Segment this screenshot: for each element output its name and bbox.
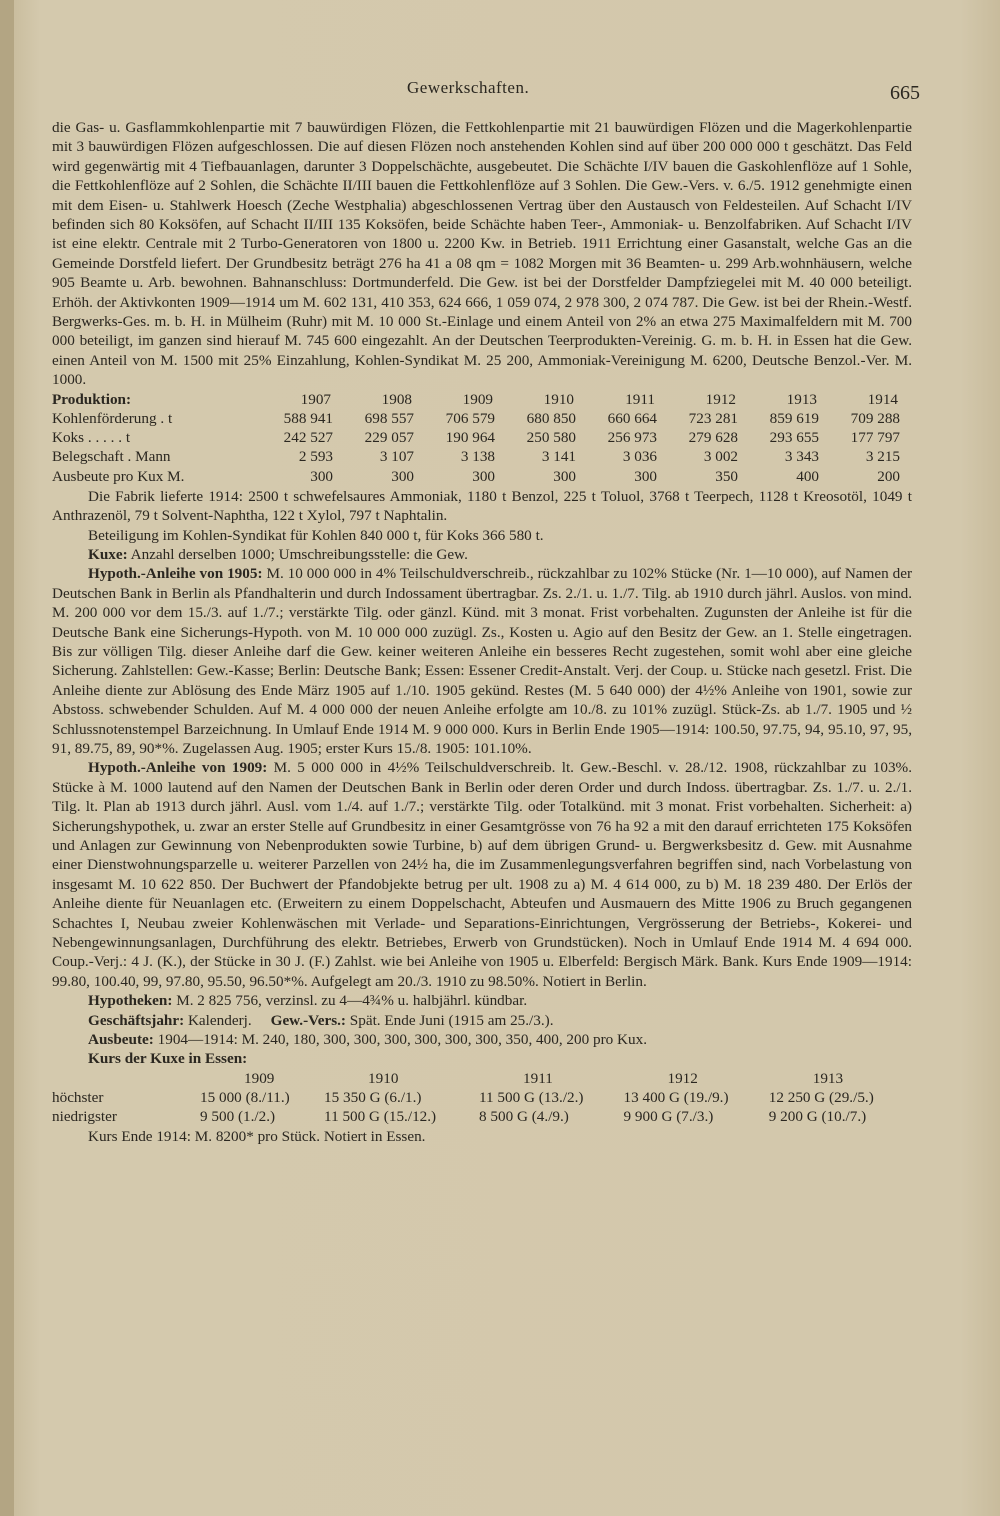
year-cell: 1908 xyxy=(381,390,412,408)
running-title: Gewerkschaften. xyxy=(407,78,530,97)
value-cell: 706 579 xyxy=(445,409,495,427)
value-cell: 2 593 xyxy=(298,448,333,466)
row-label: Koks . . . . . t xyxy=(52,429,131,447)
hypotheken-paragraph xyxy=(52,991,912,1010)
value-cell: 698 557 xyxy=(364,409,414,427)
year-cell: 1910 xyxy=(368,1069,399,1087)
value-cell: 8 500 G (4./9.) xyxy=(479,1108,569,1126)
year-cell: 1909 xyxy=(244,1069,275,1087)
value-cell: 200 xyxy=(877,467,900,485)
year-cell: 1913 xyxy=(812,1069,844,1087)
production-header-row xyxy=(52,390,914,409)
value-cell: 300 xyxy=(310,467,333,485)
value-cell: 3 141 xyxy=(541,448,576,466)
production-label: Produktion: xyxy=(52,390,132,408)
value-cell: 11 500 G (15./12.) xyxy=(324,1108,437,1126)
value-cell: 279 628 xyxy=(688,429,738,447)
value-cell: 9 200 G (10./7.) xyxy=(768,1108,867,1126)
value-cell: 9 500 (1./2.) xyxy=(200,1108,276,1126)
value-cell: 242 527 xyxy=(283,429,333,447)
table-row xyxy=(52,467,914,486)
kurs-end-paragraph: Kurs Ende 1914: M. 8200* pro Stück. Notiert in Essen. xyxy=(88,1127,426,1145)
value-cell: 300 xyxy=(553,467,576,485)
value-cell: 3 036 xyxy=(622,448,657,466)
year-cell: 1907 xyxy=(300,390,331,408)
row-label: niedrigster xyxy=(52,1108,117,1126)
production-table xyxy=(52,390,914,486)
page-header xyxy=(52,72,920,118)
value-cell: 293 655 xyxy=(769,429,819,447)
anleihe-1909-label: Hypoth.-Anleihe von 1909: xyxy=(88,759,268,777)
hypotheken-text: M. 2 825 756, verzinsl. zu 4—4¾% u. halbjährl. kündbar. xyxy=(172,992,528,1010)
geschaeftsjahr-label: Geschäftsjahr: xyxy=(88,1011,185,1029)
anleihe-1909-paragraph xyxy=(52,758,912,991)
anleihe-1905-text: M. 10 000 000 in 4% Teilschuldverschreib., rückzahlbar zu 102% Stücke (Nr. 1—10 000), auf Namen der Deutschen Bank in Berlin als Pfandhalterin und durch Indossament übertragbar. Zs. 2./1. u. 1./7. Tilg. ab 1910 durch jährl. Auslos. von mind. M. 200 000 vor dem 15./3. auf 1./7.; verstärkte Tilg. oder gänzl. Künd. mit 3 monat. Frist vorbehalten. Zugunsten der Anleihe ist für die Deutsche Bank eine Sicherungs-Hypoth. von M. 10 000 000 zuzügl. Zs., Kosten u. Agio auf den Besitz der Gew. an 1. Stelle eingetragen. Bis zur völligen Tilg. dieser Anleihe darf die Gew. keiner weiteren Anleihe ein besseres Recht zugestehen, somit wohl aber eine gleiche Sicherung. Zahlstellen: Gew.-Kasse; Berlin: Deutsche Bank; Essen: Essener Credit-Anstalt. Verj. der Coup. u. Stücke nach gesetzl. Frist. Die Anleihe diente zur Ablösung des Ende März 1905 auf 1./10. 1905 gekünd. Restes (M. 5 640 000) der 4½% Anleihe von 1901, sowie zur Abstoss. schwebender Schulden. Auf M. 4 000 000 der neuen Anleihe erfolgte am 10./8. zu 101% zuzügl. Stück-Zs. ab 1./7. 1905 und ½ Schlussnotenstempel Barzeichnung. In Umlauf Ende 1914 M. 9 000 000. Kurs in Berlin Ende 1905—1914: 100.50, 97.75, 94, 95.10, 97, 95, 91, 89.75, 89, 90*%. Zugelassen Aug. 1905; erster Kurs 15./8. 1905: 101.10%. xyxy=(52,565,913,757)
ausbeute-paragraph xyxy=(52,1030,912,1049)
table-row xyxy=(52,1107,914,1126)
kuxe-paragraph xyxy=(52,545,912,564)
value-cell: 300 xyxy=(472,467,495,485)
year-cell: 1912 xyxy=(705,390,736,408)
value-cell: 859 619 xyxy=(769,409,819,427)
gew-vers-label: Gew.-Vers.: xyxy=(270,1011,346,1029)
table-row xyxy=(52,1088,914,1107)
table-row xyxy=(52,428,914,447)
row-label: Belegschaft . Mann xyxy=(52,448,171,466)
value-cell: 300 xyxy=(391,467,414,485)
value-cell: 250 580 xyxy=(526,429,576,447)
row-label: Kohlenförderung . t xyxy=(52,409,173,427)
value-cell: 9 900 G (7./3.) xyxy=(623,1108,714,1126)
geschaeftsjahr-text: Kalenderj. xyxy=(184,1011,252,1029)
row-label: Ausbeute pro Kux M. xyxy=(52,467,185,485)
value-cell: 723 281 xyxy=(688,409,738,427)
value-cell: 12 250 G (29./5.) xyxy=(768,1089,874,1107)
kurs-corner-cell xyxy=(52,1069,200,1088)
page-number: 665 xyxy=(890,82,920,104)
value-cell: 11 500 G (13./2.) xyxy=(479,1089,584,1107)
table-row xyxy=(52,447,914,466)
value-cell: 3 107 xyxy=(379,448,414,466)
ausbeute-text: 1904—1914: M. 240, 180, 300, 300, 300, 300, 300, 300, 350, 400, 200 pro Kux. xyxy=(153,1031,647,1049)
value-cell: 709 288 xyxy=(850,409,900,427)
ausbeute-label: Ausbeute: xyxy=(88,1031,154,1049)
value-cell: 400 xyxy=(796,467,819,485)
intro-paragraph: die Gas- u. Gasflammkohlenpartie mit 7 bauwürdigen Flözen, die Fettkohlenpartie mit 21 bauwürdigen Flözen und die Magerkohlenpartie mit 3 bauwürdigen Flözen aufgeschlossen. Die auf diesen Flözen noch anstehenden Kohlen sind auf über 200 000 000 t geschätzt. Das Feld wird gegenwärtig mit 4 Tiefbauanlagen, darunter 3 Doppelschächte, ausgebeutet. Die Schächte I/IV bauen die Gaskohlenflöze auf 1 Sohle, die Fettkohlenflöze auf 2 Sohlen, die Schächte II/III bauen die Fettkohlenflöze auf 3 Sohlen. Die Gew.-Vers. v. 6./5. 1912 genehmigte einen mit dem Eisen- u. Stahlwerk Hoesch (Zeche Westphalia) abgeschlossenen Vertrag über den Austausch von Feldesteilen. Auf Schacht I/IV befinden sich 80 Koksöfen, auf Schacht II/III 135 Koksöfen, beide Schächte haben Teer-, Ammoniak- u. Benzolfabriken. Auf Schacht I/IV ist eine elektr. Centrale mit 2 Turbo-Generatoren von 1800 u. 2200 Kw. in Betrieb. 1911 Errichtung einer Gasanstalt, welche Gas an die Gemeinde Dorstfeld liefert. Der Grundbesitz beträgt 276 ha 41 a 08 qm = 1082 Morgen mit 36 Beamten- u. 299 Arb.wohnhäusern, welche 905 Beamte u. Arb. bewohnen. Bahnanschluss: Dortmunderfeld. Die Gew. ist bei der Dorstfelder Dampfziegelei mit M. 40 000 beteiligt. Erhöh. der Aktivkonten 1909—1914 um M. 602 131, 410 353, 624 666, 1 059 074, 2 978 300, 2 074 787. Die Gew. ist bei der Rhein.-Westf. Bergwerks-Ges. m. b. H. in Mülheim (Ruhr) mit M. 10 000 St.-Einlage und einem Anteil von 2% an etwa 275 Maximalfeldern mit M. 700 000 beteiligt, im ganzen sind hierauf M. 745 600 eingezahlt. An der Deutschen Teerprodukten-Vereinig. G. m. b. H. in Essen hat die Gew. einen Anteil von M. 1500 mit 25% Einzahlung, Kohlen-Syndikat M. 25 200, Ammoniak-Vereinigung M. 6200, Deutsche Benzol.-Ver. M. 1000. xyxy=(52,119,912,389)
value-cell: 13 400 G (19./9.) xyxy=(623,1089,729,1107)
value-cell: 3 138 xyxy=(460,448,495,466)
value-cell: 680 850 xyxy=(526,409,576,427)
value-cell: 300 xyxy=(634,467,657,485)
page-spine-shadow xyxy=(0,0,14,1516)
anleihe-1905-label: Hypoth.-Anleihe von 1905: xyxy=(88,565,263,583)
value-cell: 15 000 (8./11.) xyxy=(200,1089,290,1107)
year-cell: 1914 xyxy=(867,390,898,408)
row-label: höchster xyxy=(52,1089,104,1107)
value-cell: 190 964 xyxy=(445,429,495,447)
anleihe-1909-text: M. 5 000 000 in 4½% Teilschuldverschreib. lt. Gew.-Beschl. v. 28./12. 1908, rückzahlbar zu 103%. Stücke à M. 1000 lautend auf den Namen der Deutschen Bank in Berlin oder deren Order und durch Indoss. übertragbar. Zs. 1./7. u. 2./1. Tilg. lt. Plan ab 1913 durch jährl. Ausl. vom 1./4. auf 1./7.; verstärkte Tilg. oder Totalkünd. mit 3 monat. Frist vorbehalten. Sicherheit: a) Sicherungshypothek, u. zwar an erster Stelle auf Grundbesitz in einer Gesamtgrösse von 76 ha 92 a mit den darauf errichteten 175 Koksöfen und Anlagen zur Gewinnung von Nebenprodukten sowie Turbine, b) auf dem übrigen Grund- u. Bergwerksbesitz d. Gew. mit Ausnahme einer Dienstwohnungsparzelle u. weiterer Parzellen von 24½ ha, die im Zusammenlegungsverfahren begriffen sind, nach Vorbelastung von insgesamt M. 10 622 850. Der Buchwert der Pfandobjekte betrug per ult. 1908 zu a) M. 4 614 000, zu b) M. 18 239 480. Der Erlös der Anleihe diente für Neuanlagen etc. (Erweitern zu einem Doppelschacht, Abteufen und Ausmauern des Mitte 1906 zu Bruch gegangenen Schachtes I, Neubau zweier Kohlenwäschen mit Verlade- und Separations-Einrichtungen, Vergrösserung der Betriebs-, Kokerei- und Nebengewinnungsanlagen, Durchführung des elektr. Betriebes, Erwerb von Grundstücken). Noch in Umlauf Ende 1914 M. 4 694 000. Coup.-Verj.: 4 J. (K.), der Stücke in 30 J. (F.) Zahlst. wie bei Anleihe von 1905 u. Elberfeld: Bergisch Märk. Bank. Kurs Ende 1909—1914: 99.80, 100.40, 99, 97.80, 95.50, 96.50*%. Aufgelegt am 20./3. 1910 zu 98.50%. Notiert in Berlin. xyxy=(52,759,912,990)
year-cell: 1913 xyxy=(786,390,817,408)
year-cell: 1912 xyxy=(667,1069,698,1087)
hypotheken-label: Hypotheken: xyxy=(88,992,173,1010)
year-cell: 1909 xyxy=(462,390,493,408)
fabrik-paragraph: Die Fabrik lieferte 1914: 2500 t schwefelsaures Ammoniak, 1180 t Benzol, 225 t Toluol, 3768 t Teerpech, 1128 t Kreosotöl, 1049 t Anthrazenöl, 79 t Solvent-Naphtha, 122 t Xylol, 797 t Naphtalin. xyxy=(52,487,912,525)
value-cell: 588 941 xyxy=(283,409,333,427)
gew-vers-text: Spät. Ende Juni (1915 am 25./3.). xyxy=(345,1011,554,1029)
value-cell: 3 343 xyxy=(784,448,819,466)
value-cell: 3 002 xyxy=(703,448,738,466)
kurs-table xyxy=(52,1069,914,1127)
value-cell: 177 797 xyxy=(850,429,900,447)
table-row xyxy=(52,409,914,428)
kurs-header-row xyxy=(52,1069,914,1088)
value-cell: 15 350 G (6./1.) xyxy=(324,1089,422,1107)
value-cell: 3 215 xyxy=(865,448,900,466)
value-cell: 660 664 xyxy=(607,409,657,427)
year-cell: 1910 xyxy=(543,390,574,408)
beteiligung-paragraph: Beteiligung im Kohlen-Syndikat für Kohlen 840 000 t, für Koks 366 580 t. xyxy=(88,526,544,544)
geschaeftsjahr-paragraph xyxy=(52,1011,912,1030)
year-cell: 1911 xyxy=(523,1069,553,1087)
value-cell: 229 057 xyxy=(364,429,414,447)
kuxe-text: Anzahl derselben 1000; Umschreibungsstelle: die Gew. xyxy=(127,545,468,563)
year-cell: 1911 xyxy=(625,390,655,408)
anleihe-1905-paragraph xyxy=(52,564,912,758)
value-cell: 350 xyxy=(715,467,738,485)
value-cell: 256 973 xyxy=(607,429,657,447)
kuxe-label: Kuxe: xyxy=(88,545,128,563)
kurs-heading: Kurs der Kuxe in Essen: xyxy=(88,1050,248,1068)
